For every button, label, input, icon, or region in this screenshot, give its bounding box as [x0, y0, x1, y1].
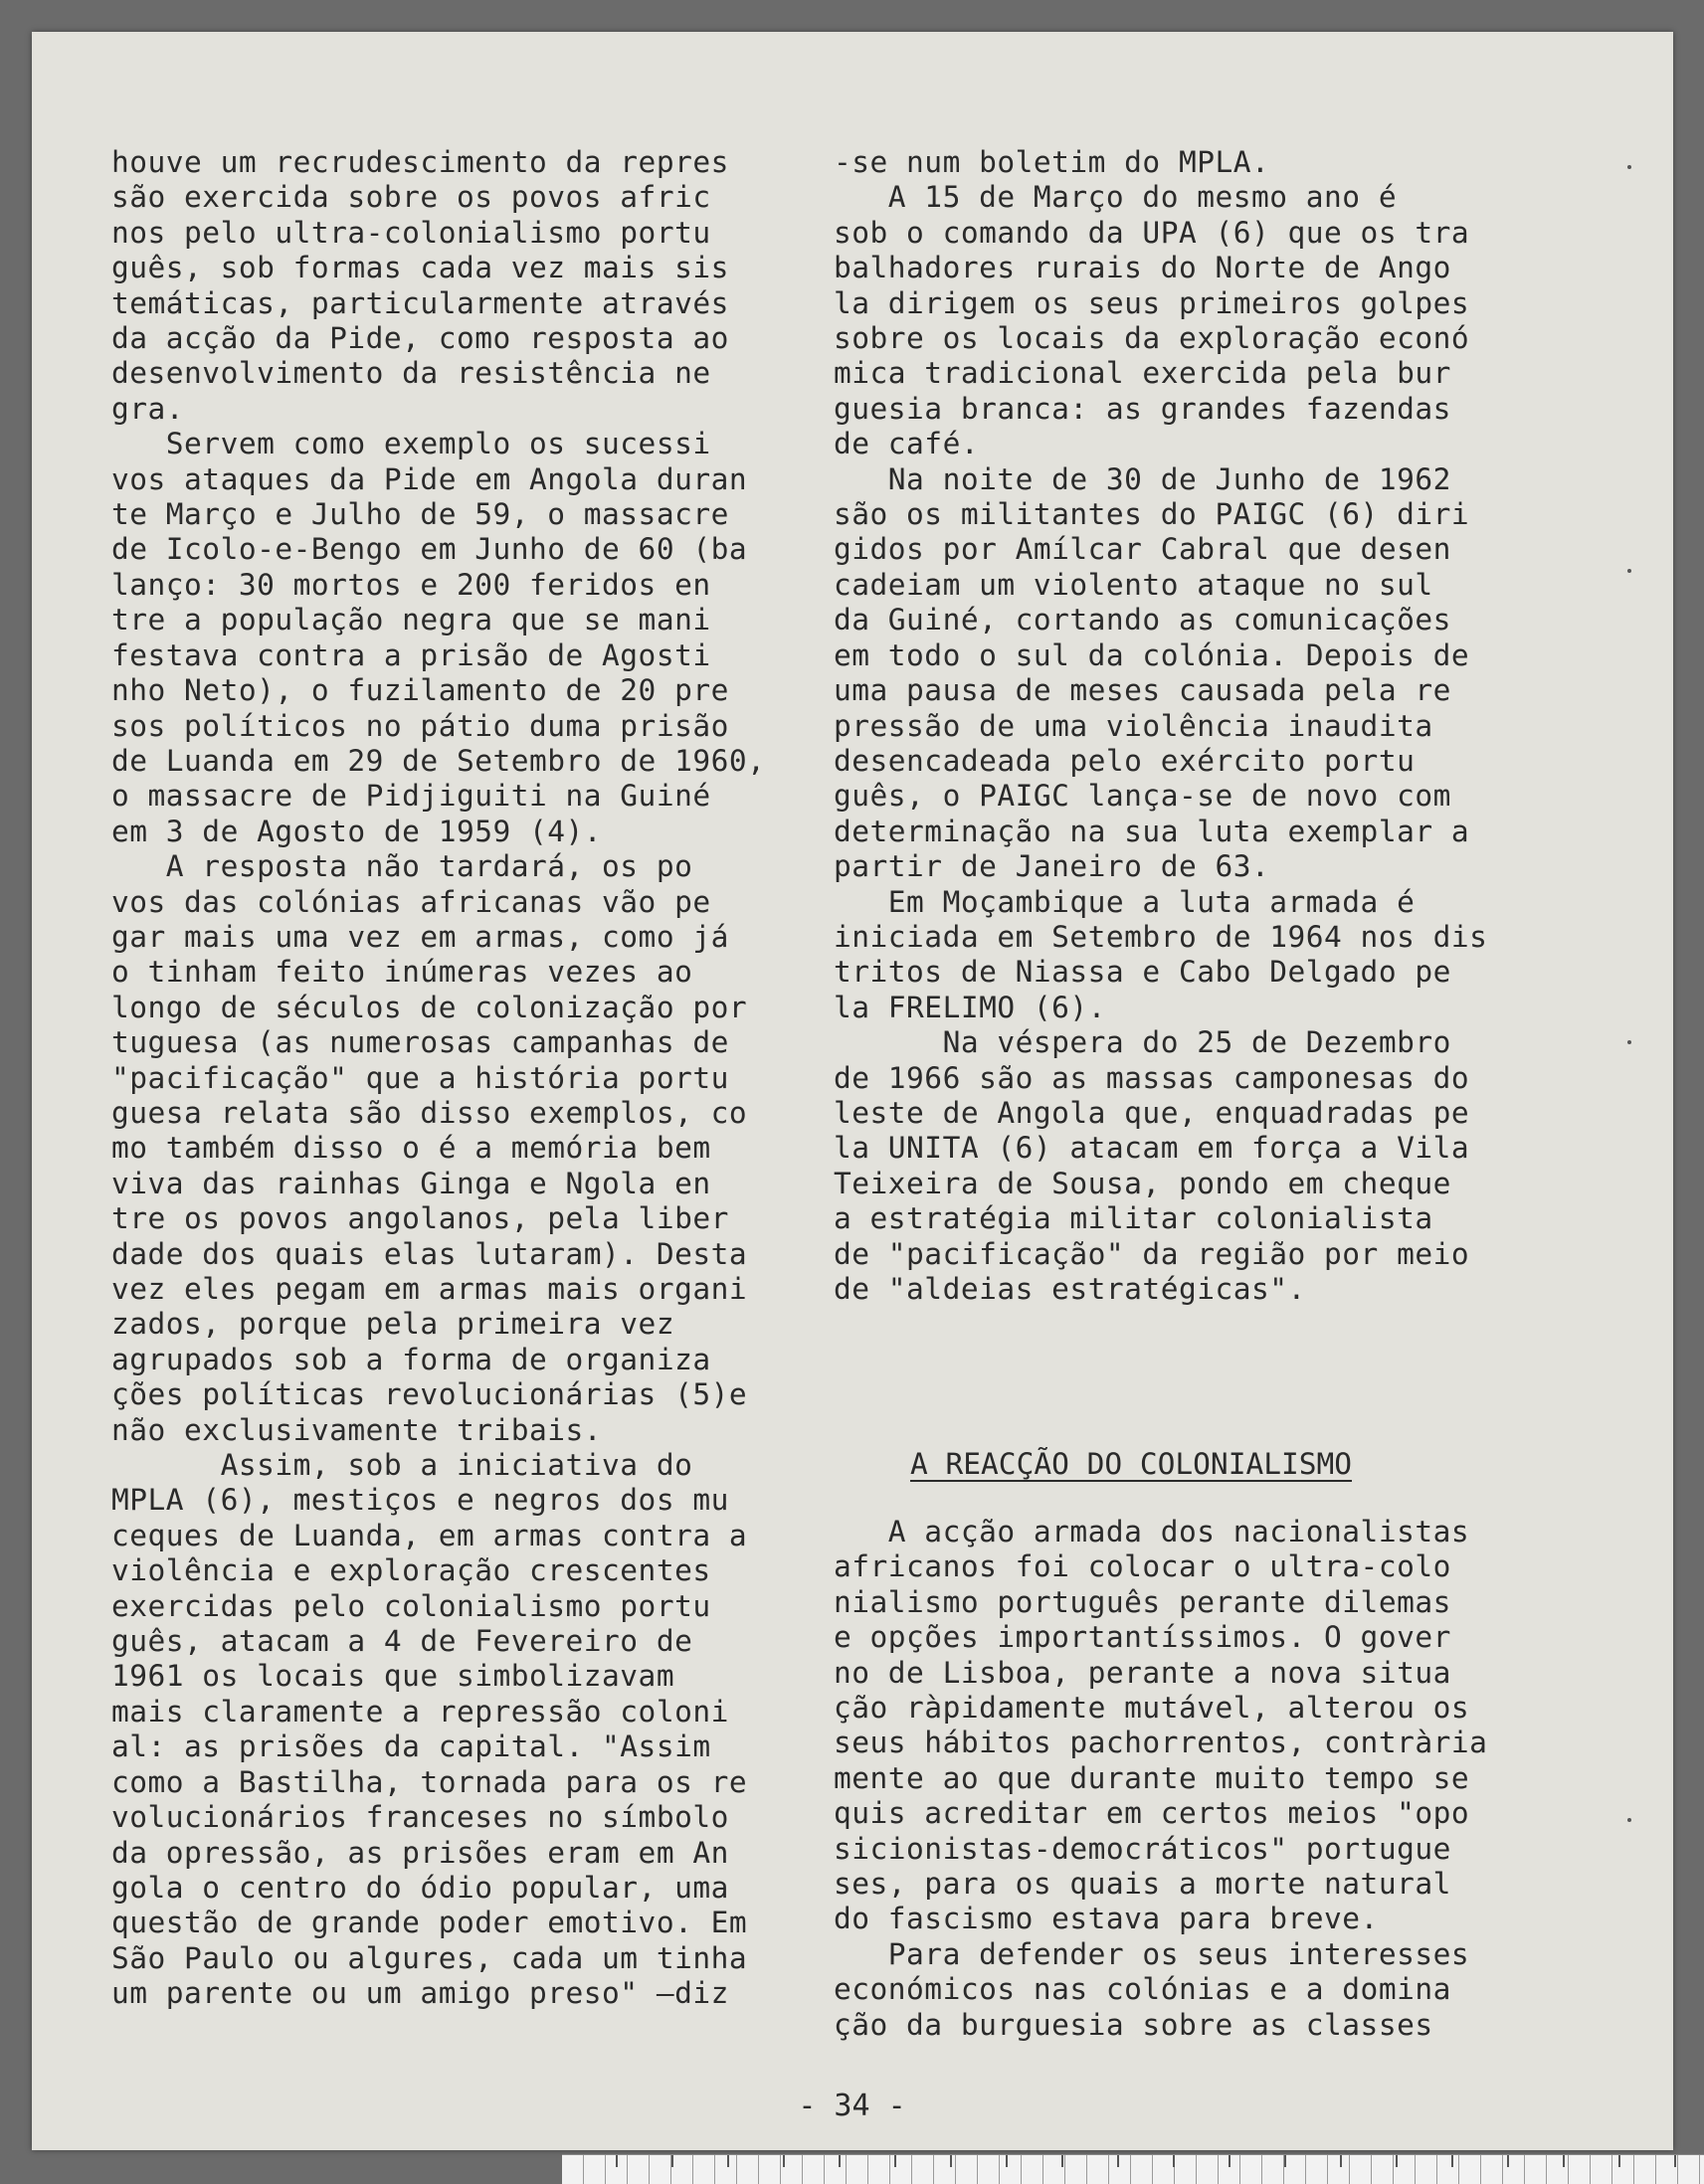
text-line: vos das colónias africanas vão pe	[111, 884, 711, 919]
text-line: vez eles pegam em armas mais organi	[111, 1272, 748, 1306]
text-line: gra.	[111, 391, 185, 426]
text-line: zados, porque pela primeira vez	[111, 1307, 675, 1342]
text-line: Para defender os seus interesses	[834, 1936, 1470, 1971]
text-line: africanos foi colocar o ultra-colo	[834, 1549, 1451, 1584]
text-line: Na véspera do 25 de Dezembro	[834, 1025, 1451, 1060]
text-line: gola o centro do ódio popular, uma	[111, 1870, 729, 1905]
text-line: nialismo português perante dilemas	[834, 1584, 1451, 1619]
text-line: do fascismo estava para breve.	[834, 1902, 1379, 1936]
text-line: de 1966 são as massas camponesas do	[834, 1060, 1470, 1095]
text-line: mica tradicional exercida pela bur	[834, 356, 1451, 391]
text-line: da acção da Pide, como resposta ao	[111, 321, 729, 356]
right-text-column-top	[834, 145, 1609, 1307]
text-line: um parente ou um amigo preso" —diz	[111, 1976, 729, 2011]
text-line: exercidas pelo colonialismo portu	[111, 1588, 711, 1623]
text-line: São Paulo ou algures, cada um tinha	[111, 1940, 748, 1975]
text-line: te Março e Julho de 59, o massacre	[111, 497, 729, 532]
text-line: vos ataques da Pide em Angola duran	[111, 461, 748, 496]
text-line: não exclusivamente tribais.	[111, 1412, 603, 1447]
text-line: violência e exploração crescentes	[111, 1553, 711, 1588]
text-line: tuguesa (as numerosas campanhas de	[111, 1025, 729, 1060]
text-line: leste de Angola que, enquadradas pe	[834, 1095, 1470, 1130]
text-line: la UNITA (6) atacam em força a Vila	[834, 1131, 1470, 1166]
text-line: dade dos quais elas lutaram). Desta	[111, 1236, 748, 1271]
text-line: gidos por Amílcar Cabral que desen	[834, 532, 1451, 567]
text-line: ceques de Luanda, em armas contra a	[111, 1518, 748, 1552]
text-line: sob o comando da UPA (6) que os tra	[834, 215, 1470, 250]
text-line: sicionistas-democráticos" portugue	[834, 1831, 1451, 1866]
text-line: la FRELIMO (6).	[834, 990, 1106, 1024]
text-line: tre os povos angolanos, pela liber	[111, 1201, 729, 1236]
text-line: são os militantes do PAIGC (6) diri	[834, 497, 1470, 532]
text-line: guês, atacam a 4 de Fevereiro de	[111, 1624, 693, 1659]
text-line: A acção armada dos nacionalistas	[834, 1515, 1470, 1548]
text-line: nos pelo ultra-colonialismo portu	[111, 215, 711, 250]
text-line: sos políticos no pátio duma prisão	[111, 708, 729, 743]
text-line: questão de grande poder emotivo. Em	[111, 1906, 748, 1940]
text-line: da Guiné, cortando as comunicações	[834, 603, 1451, 637]
text-line: uma pausa de meses causada pela re	[834, 673, 1451, 708]
text-line: al: as prisões da capital. "Assim	[111, 1729, 711, 1764]
margin-mark	[1627, 1818, 1631, 1822]
text-line: Assim, sob a iniciativa do	[111, 1448, 693, 1483]
text-line: de Luanda em 29 de Setembro de 1960,	[111, 743, 766, 778]
text-line: mente ao que durante muito tempo se	[834, 1760, 1470, 1795]
text-line: guês, o PAIGC lança-se de novo com	[834, 779, 1451, 814]
text-line: agrupados sob a forma de organiza	[111, 1342, 711, 1376]
text-line: ses, para os quais a morte natural	[834, 1867, 1451, 1902]
text-line: seus hábitos pachorrentos, contrària	[834, 1726, 1488, 1760]
text-line: 1961 os locais que simbolizavam	[111, 1659, 675, 1694]
text-line: Servem como exemplo os sucessi	[111, 427, 711, 461]
margin-mark	[1627, 165, 1631, 169]
text-line: houve um recrudescimento da repres	[111, 145, 729, 179]
text-line: determinação na sua luta exemplar a	[834, 814, 1470, 848]
text-line: balhadores rurais do Norte de Ango	[834, 251, 1451, 285]
text-line: guesa relata são disso exemplos, co	[111, 1095, 748, 1130]
text-line: sobre os locais da exploração econó	[834, 321, 1470, 356]
text-line: ções políticas revolucionárias (5)e	[111, 1377, 748, 1412]
text-line: A 15 de Março do mesmo ano é	[834, 180, 1398, 215]
text-line: gar mais uma vez em armas, como já	[111, 919, 729, 954]
text-line: lanço: 30 mortos e 200 feridos en	[111, 567, 711, 602]
text-line: a estratégia militar colonialista	[834, 1201, 1433, 1236]
left-text-column	[111, 145, 867, 2012]
text-line: de "pacificação" da região por meio	[834, 1236, 1470, 1271]
text-line: da opressão, as prisões eram em An	[111, 1835, 729, 1870]
text-line: -se num boletim do MPLA.	[834, 145, 1270, 179]
text-line: longo de séculos de colonização por	[111, 990, 748, 1024]
text-line: de café.	[834, 427, 980, 461]
text-line: no de Lisboa, perante a nova situa	[834, 1655, 1451, 1690]
text-line: viva das rainhas Ginga e Ngola en	[111, 1166, 711, 1200]
text-line: guês, sob formas cada vez mais sis	[111, 251, 729, 285]
margin-mark	[1627, 1040, 1631, 1044]
text-line: la dirigem os seus primeiros golpes	[834, 285, 1470, 320]
text-line: nho Neto), o fuzilamento de 20 pre	[111, 673, 729, 708]
right-text-column-bottom	[834, 1515, 1487, 2043]
text-line: em todo o sul da colónia. Depois de	[834, 637, 1470, 672]
text-line: tre a população negra que se mani	[111, 603, 711, 637]
text-line: "pacificação" que a história portu	[111, 1060, 729, 1095]
text-line: e opções importantíssimos. O gover	[834, 1620, 1451, 1655]
text-line: temáticas, particularmente através	[111, 285, 729, 320]
text-line: festava contra a prisão de Agosti	[111, 637, 711, 672]
text-line: desencadeada pelo exército portu	[834, 743, 1416, 778]
text-line: pressão de uma violência inaudita	[834, 708, 1433, 743]
text-line: A resposta não tardará, os po	[111, 849, 693, 884]
text-line: de Icolo-e-Bengo em Junho de 60 (ba	[111, 532, 748, 567]
text-line: guesia branca: as grandes fazendas	[834, 391, 1451, 426]
text-line: Em Moçambique a luta armada é	[834, 884, 1416, 919]
section-heading: A REACÇÃO DO COLONIALISMO	[910, 1447, 1353, 1481]
text-line: Na noite de 30 de Junho de 1962	[834, 461, 1451, 496]
margin-mark	[1627, 569, 1631, 573]
text-line: tritos de Niassa e Cabo Delgado pe	[834, 955, 1451, 990]
text-line: ção da burguesia sobre as classes	[834, 2007, 1433, 2042]
scale-ruler	[562, 2154, 1704, 2184]
text-line: são exercida sobre os povos afric	[111, 180, 711, 215]
text-line: volucionários franceses no símbolo	[111, 1800, 729, 1835]
text-line: em 3 de Agosto de 1959 (4).	[111, 814, 603, 848]
text-line: mais claramente a repressão coloni	[111, 1694, 729, 1729]
text-line: desenvolvimento da resistência ne	[111, 356, 711, 391]
text-line: Teixeira de Sousa, pondo em cheque	[834, 1166, 1451, 1200]
text-line: cadeiam um violento ataque no sul	[834, 567, 1433, 602]
page-number: - 34 -	[798, 2089, 906, 2123]
text-line: ção ràpidamente mutável, alterou os	[834, 1691, 1470, 1726]
text-line: mo também disso o é a memória bem	[111, 1131, 711, 1166]
text-line: de "aldeias estratégicas".	[834, 1272, 1306, 1306]
text-line: MPLA (6), mestiços e negros dos mu	[111, 1483, 729, 1518]
text-line: quis acreditar em certos meios "opo	[834, 1796, 1470, 1831]
text-line: o tinham feito inúmeras vezes ao	[111, 955, 693, 990]
text-line: como a Bastilha, tornada para os re	[111, 1764, 748, 1799]
text-line: económicos nas colónias e a domina	[834, 1972, 1451, 2007]
text-line: partir de Janeiro de 63.	[834, 849, 1270, 884]
text-line: o massacre de Pidjiguiti na Guiné	[111, 779, 711, 814]
text-line: iniciada em Setembro de 1964 nos dis	[834, 919, 1488, 954]
